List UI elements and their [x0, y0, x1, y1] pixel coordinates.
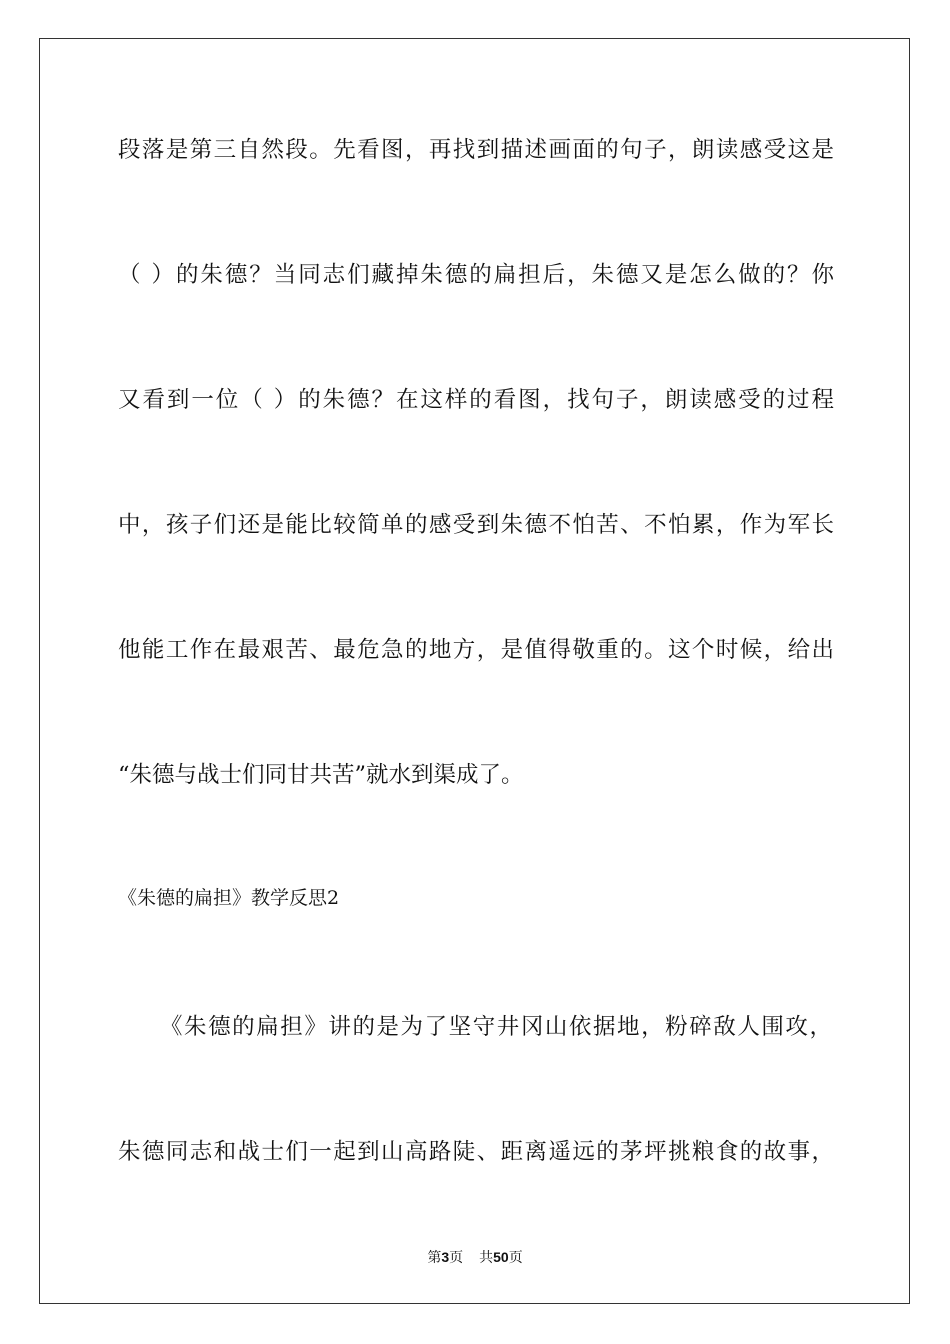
- total-prefix: 共: [479, 1250, 494, 1266]
- page-prefix: 第: [427, 1250, 442, 1266]
- total-suffix: 页: [508, 1250, 523, 1266]
- page-suffix: 页: [449, 1250, 464, 1266]
- section-title: 《朱德的扁担》教学反思2: [118, 887, 340, 909]
- paragraph2-line-2: 朱德同志和战士们一起到山高路陡、距离遥远的茅坪挑粮食的故事，: [118, 1139, 834, 1165]
- body-line-3: 又看到一位（ ）的朱德？在这样的看图，找句子，朗读感受的过程: [118, 387, 834, 413]
- total-pages: 50: [493, 1249, 509, 1265]
- body-line-1: 段落是第三自然段。先看图，再找到描述画面的句子，朗读感受这是: [118, 137, 834, 163]
- body-line-4: 中，孩子们还是能比较简单的感受到朱德不怕苦、不怕累，作为军长: [118, 512, 834, 538]
- page-border: [39, 38, 910, 1304]
- body-line-6: “朱德与战士们同甘共苦”就水到渠成了。: [118, 762, 524, 788]
- page-number: 3: [441, 1249, 450, 1265]
- body-line-2: （ ）的朱德？当同志们藏掉朱德的扁担后，朱德又是怎么做的？你: [118, 262, 834, 288]
- page-footer: [0, 1247, 950, 1268]
- paragraph2-line-1: 《朱德的扁担》讲的是为了坚守井冈山依据地，粉碎敌人围攻，: [160, 1014, 832, 1040]
- body-line-5: 他能工作在最艰苦、最危急的地方，是值得敬重的。这个时候，给出: [118, 637, 834, 663]
